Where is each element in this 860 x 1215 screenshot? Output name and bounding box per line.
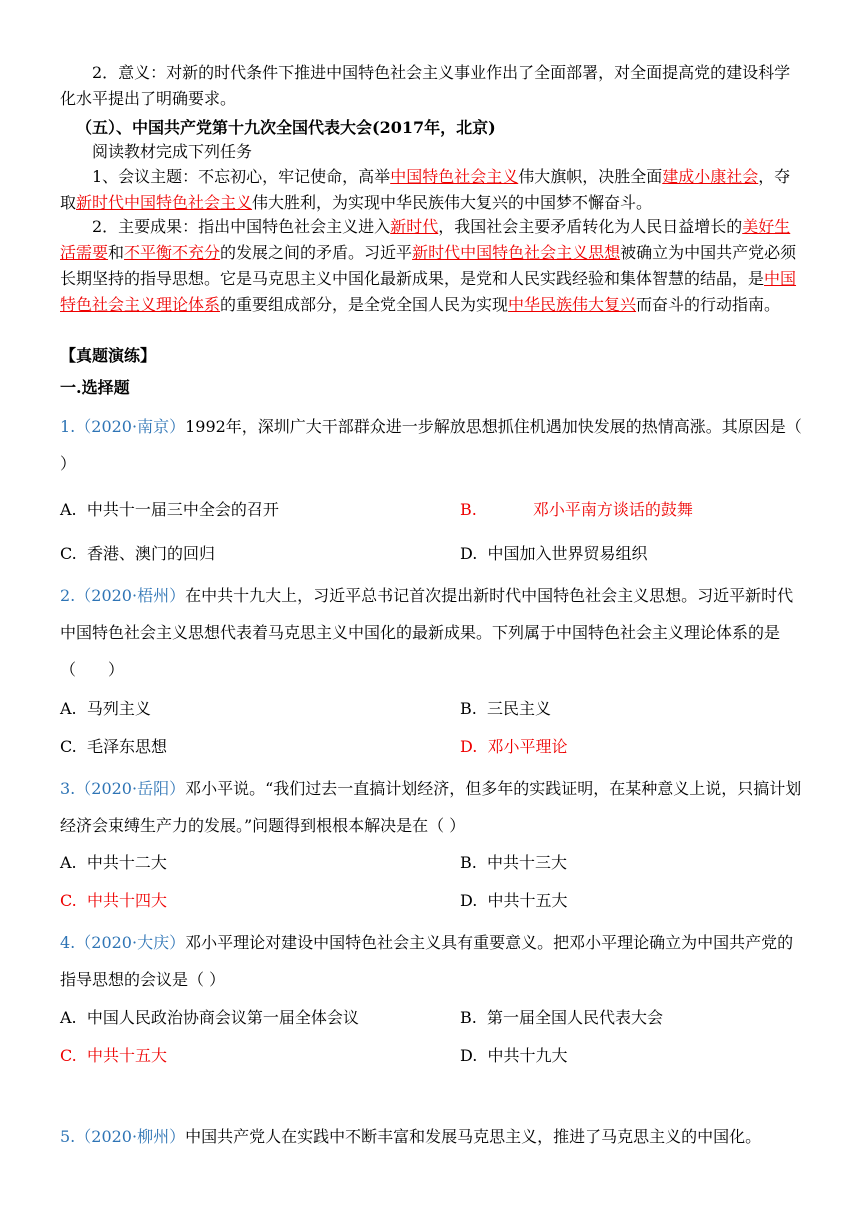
question-2-option-b[interactable]: B. 三民主义 <box>460 699 552 718</box>
question-1-option-a[interactable]: A. 中共十一届三中全会的召开 <box>60 500 279 519</box>
question-1-option-c[interactable]: C. 香港、澳门的回归 <box>60 544 215 563</box>
answer-underline: 新时代中国特色社会主义 <box>76 193 253 212</box>
answer-underline: 美好生活需要 <box>60 217 791 262</box>
question-4-stem: 4.（2020·大庆）邓小平理论对建设中国特色社会主义具有重要意义。把邓小平理论确立为中国共产党的指导思想的会议是（ ） <box>60 933 794 989</box>
question-2-option-d[interactable]: D. 邓小平理论 <box>460 737 568 756</box>
question-1-option-b[interactable]: B. 邓小平南方谈话的鼓舞 <box>460 500 693 519</box>
question-4-option-b[interactable]: B. 第一届全国人民代表大会 <box>460 1008 664 1027</box>
question-2-option-c[interactable]: C. 毛泽东思想 <box>60 737 167 756</box>
paragraph-meeting-theme: 1、会议主题：不忘初心，牢记使命，高举中国特色社会主义伟大旗帜，决胜全面建成小康社会，夺取新时代中国特色社会主义伟大胜利，为实现中华民族伟大复兴的中国梦不懈奋斗。 <box>60 167 791 212</box>
question-2-stem: 2.（2020·梧州）在中共十九大上，习近平总书记首次提出新时代中国特色社会主义思想。习近平新时代中国特色社会主义思想代表着马克思主义中国化的最新成果。下列属于中国特色社会主义理论体系的是（ ） <box>60 586 794 679</box>
question-source: （2020·南京） <box>75 417 186 436</box>
question-source: （2020·大庆） <box>75 933 186 952</box>
question-4-option-d[interactable]: D. 中共十九大 <box>460 1046 568 1065</box>
answer-underline: 建成小康社会 <box>662 167 759 186</box>
question-1-option-d[interactable]: D. 中国加入世界贸易组织 <box>460 544 648 563</box>
question-4-option-c[interactable]: C. 中共十五大 <box>60 1046 167 1065</box>
subsection-title: 一.选择题 <box>60 378 130 397</box>
question-number: 3. <box>60 779 76 798</box>
question-number: 2. <box>60 586 76 605</box>
question-2-option-a[interactable]: A. 马列主义 <box>60 699 151 718</box>
question-number: 5. <box>60 1127 76 1146</box>
answer-underline: 新时代 <box>390 217 439 236</box>
question-3-option-d[interactable]: D. 中共十五大 <box>460 891 568 910</box>
question-3-stem: 3.（2020·岳阳）邓小平说。“我们过去一直搞计划经济，但多年的实践证明，在某种意义上说，只搞计划经济会束缚生产力的发展。”问题得到根根本解决是在（ ） <box>60 779 802 835</box>
question-4-option-a[interactable]: A. 中国人民政治协商会议第一届全体会议 <box>60 1008 359 1027</box>
section-title: 【真题演练】 <box>60 346 157 365</box>
question-5-stem: 5.（2020·柳州）中国共产党人在实践中不断丰富和发展马克思主义，推进了马克思主义的中国化。 <box>60 1127 762 1146</box>
answer-underline: 不平衡不充分 <box>124 243 221 262</box>
question-3-option-b[interactable]: B. 中共十三大 <box>460 853 568 872</box>
paragraph-significance: 2．意义：对新的时代条件下推进中国特色社会主义事业作出了全面部署，对全面提高党的建设科学化水平提出了明确要求。 <box>60 63 791 108</box>
question-3-option-c[interactable]: C. 中共十四大 <box>60 891 167 910</box>
task-instruction: 阅读教材完成下列任务 <box>92 142 253 161</box>
question-number: 4. <box>60 933 76 952</box>
answer-underline: 中华民族伟大复兴 <box>508 295 637 314</box>
question-source: （2020·柳州） <box>75 1127 186 1146</box>
answer-underline: 新时代中国特色社会主义思想 <box>412 243 621 262</box>
question-number: 1. <box>60 417 76 436</box>
answer-underline: 中国特色社会主义理论体系 <box>60 269 797 314</box>
question-source: （2020·梧州） <box>75 586 186 605</box>
question-1-stem: 1.（2020·南京）1992年，深圳广大干部群众进一步解放思想抓住机遇加快发展的热情高涨。其原因是（ ） <box>60 417 802 473</box>
question-3-option-a[interactable]: A. 中共十二大 <box>60 853 167 872</box>
paragraph-main-results: 2．主要成果：指出中国特色社会主义进入新时代，我国社会主要矛盾转化为人民日益增长的美好生活需要和不平衡不充分的发展之间的矛盾。习近平新时代中国特色社会主义思想被确立为中国共产党必须长期坚持的指导思想。它是马克思主义中国化最新成果，是党和人民实践经验和集体智慧的结晶，是中国特色社会主义理论体系的重要组成部分，是全党全国人民为实现中华民族伟大复兴而奋斗的行动指南。 <box>60 217 797 314</box>
section-heading-19th-congress: （五）、中国共产党第十九次全国代表大会(2017年，北京) <box>76 118 496 137</box>
question-source: （2020·岳阳） <box>75 779 186 798</box>
answer-underline: 中国特色社会主义 <box>390 167 519 186</box>
